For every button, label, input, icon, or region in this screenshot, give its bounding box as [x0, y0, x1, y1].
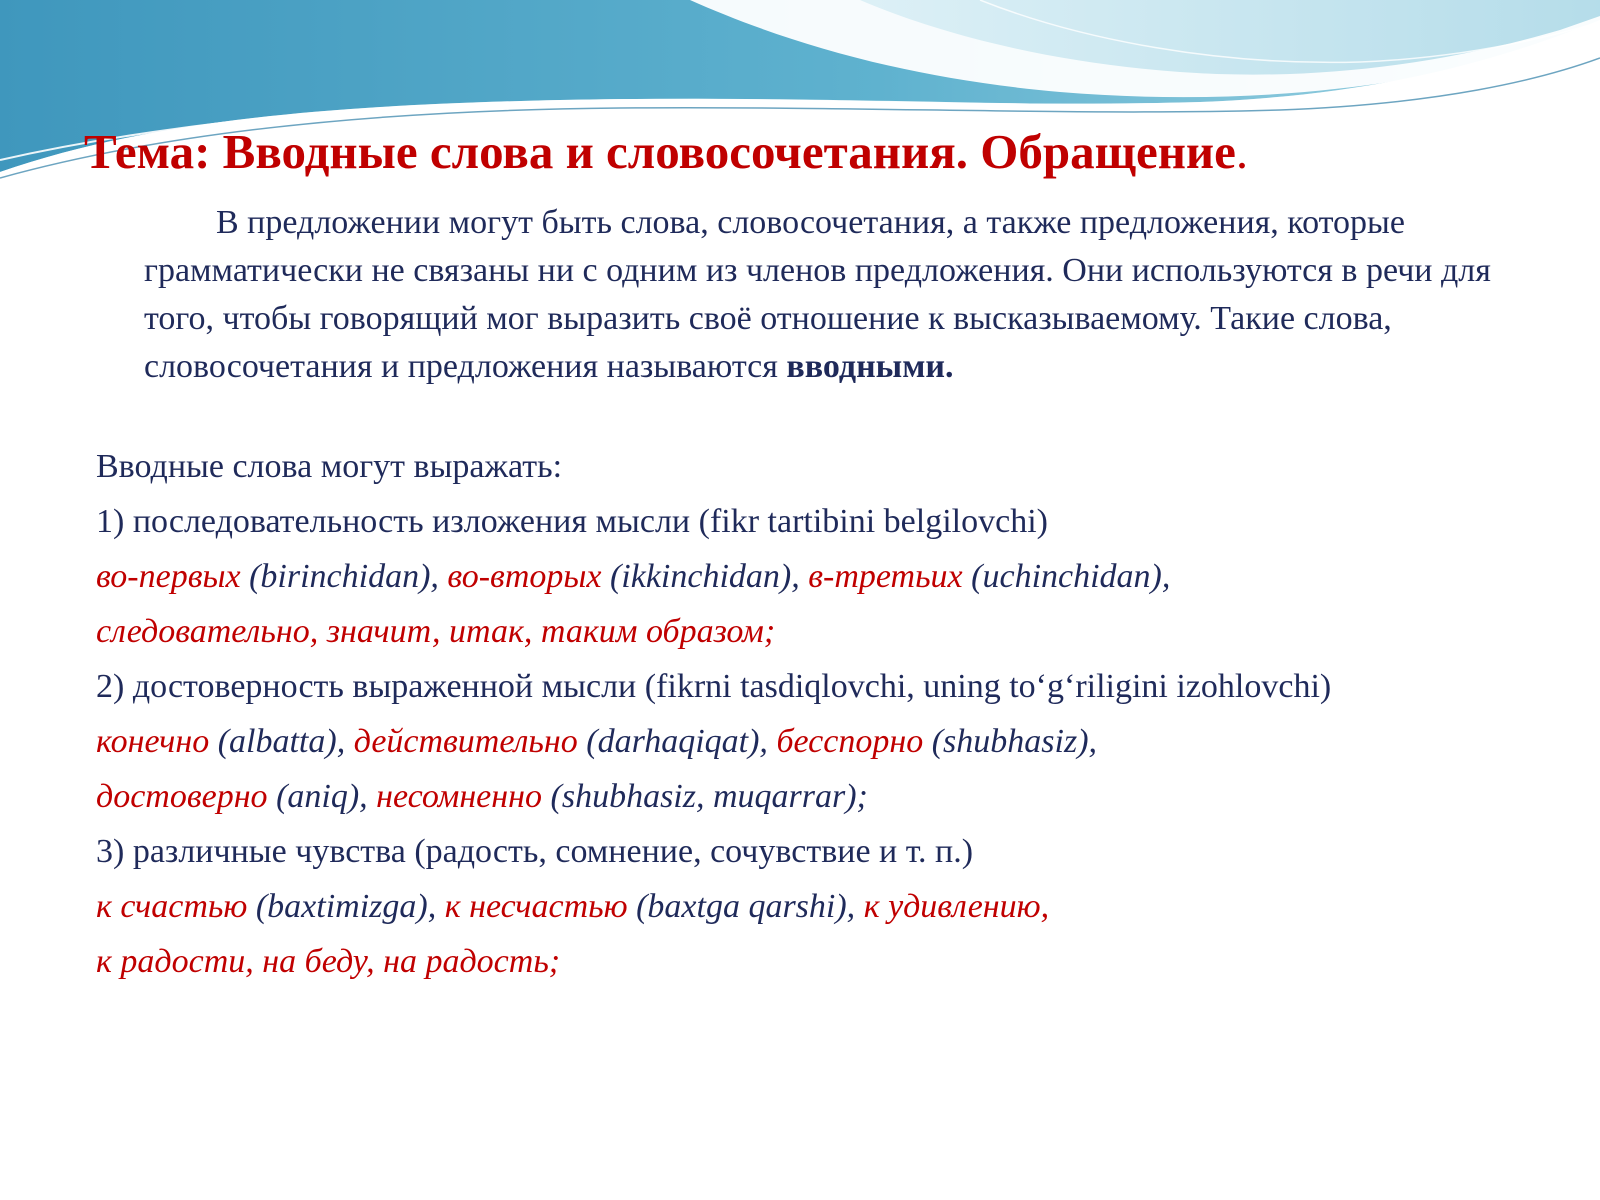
text-segment: Вводные слова могут выражать: — [96, 448, 563, 485]
example-term: к несчастью — [444, 888, 628, 925]
example-line — [96, 608, 1516, 656]
text-segment: (albatta), — [209, 723, 354, 760]
text-segment: (ikkinchidan), — [601, 558, 809, 595]
example-term: к счастью — [96, 888, 248, 925]
text-segment: (shubhasiz, muqarrar); — [542, 778, 868, 815]
example-line — [96, 773, 1516, 821]
example-term: достоверно — [96, 778, 268, 815]
numbered-item — [96, 498, 1516, 546]
example-term: во-первых — [96, 558, 241, 595]
text-segment: (birinchidan), — [240, 558, 448, 595]
example-term: к удивлению, — [863, 888, 1050, 925]
text-segment: 3) различные чувства (радость, сомнение, сочувствие и т. п.) — [96, 833, 974, 870]
example-line — [96, 938, 1516, 986]
content-list — [96, 443, 1516, 993]
slide-title-dot: . — [1235, 124, 1249, 179]
example-term: конечно — [96, 723, 210, 760]
slide-title — [84, 120, 1248, 184]
example-term: к радости, на беду, на радость; — [96, 943, 561, 980]
example-line — [96, 553, 1516, 601]
text-segment: (darhaqiqat), — [577, 723, 777, 760]
intro-text: В предложении могут быть слова, словосочетания, а также предложения, которые грамматически не связаны ни с одним из членов предложения. Они используются в речи для того, чтобы говорящий мог выразить своё отношение к высказываемому. Такие слова, словосочетания и предложения называются — [144, 204, 1491, 385]
example-line — [96, 718, 1516, 766]
text-segment: (baxtimizga), — [247, 888, 445, 925]
example-term: бесспорно — [776, 723, 924, 760]
numbered-item — [96, 828, 1516, 876]
slide-title-text: Тема: Вводные слова и словосочетания. Обращение — [84, 124, 1236, 179]
example-term: действительно — [353, 723, 578, 760]
example-term: в-третьих — [808, 558, 963, 595]
intro-bold-term: вводными. — [786, 348, 954, 385]
intro-paragraph — [144, 199, 1524, 391]
text-segment: 2) достоверность выраженной мысли (fikrni tasdiqlovchi, uning to‘g‘riligini izohlovchi) — [96, 668, 1332, 705]
example-term: следовательно, значит, итак, таким образом; — [96, 613, 776, 650]
text-segment: (uchinchidan), — [962, 558, 1171, 595]
list-intro — [96, 443, 1516, 491]
example-term: во-вторых — [447, 558, 602, 595]
numbered-item — [96, 663, 1516, 711]
text-segment: 1) последовательность изложения мысли (fikr tartibini belgilovchi) — [96, 503, 1048, 540]
text-segment: (baxtga qarshi), — [627, 888, 864, 925]
example-term: несомненно — [376, 778, 543, 815]
example-line — [96, 883, 1516, 931]
text-segment: (aniq), — [267, 778, 377, 815]
text-segment: (shubhasiz), — [923, 723, 1098, 760]
